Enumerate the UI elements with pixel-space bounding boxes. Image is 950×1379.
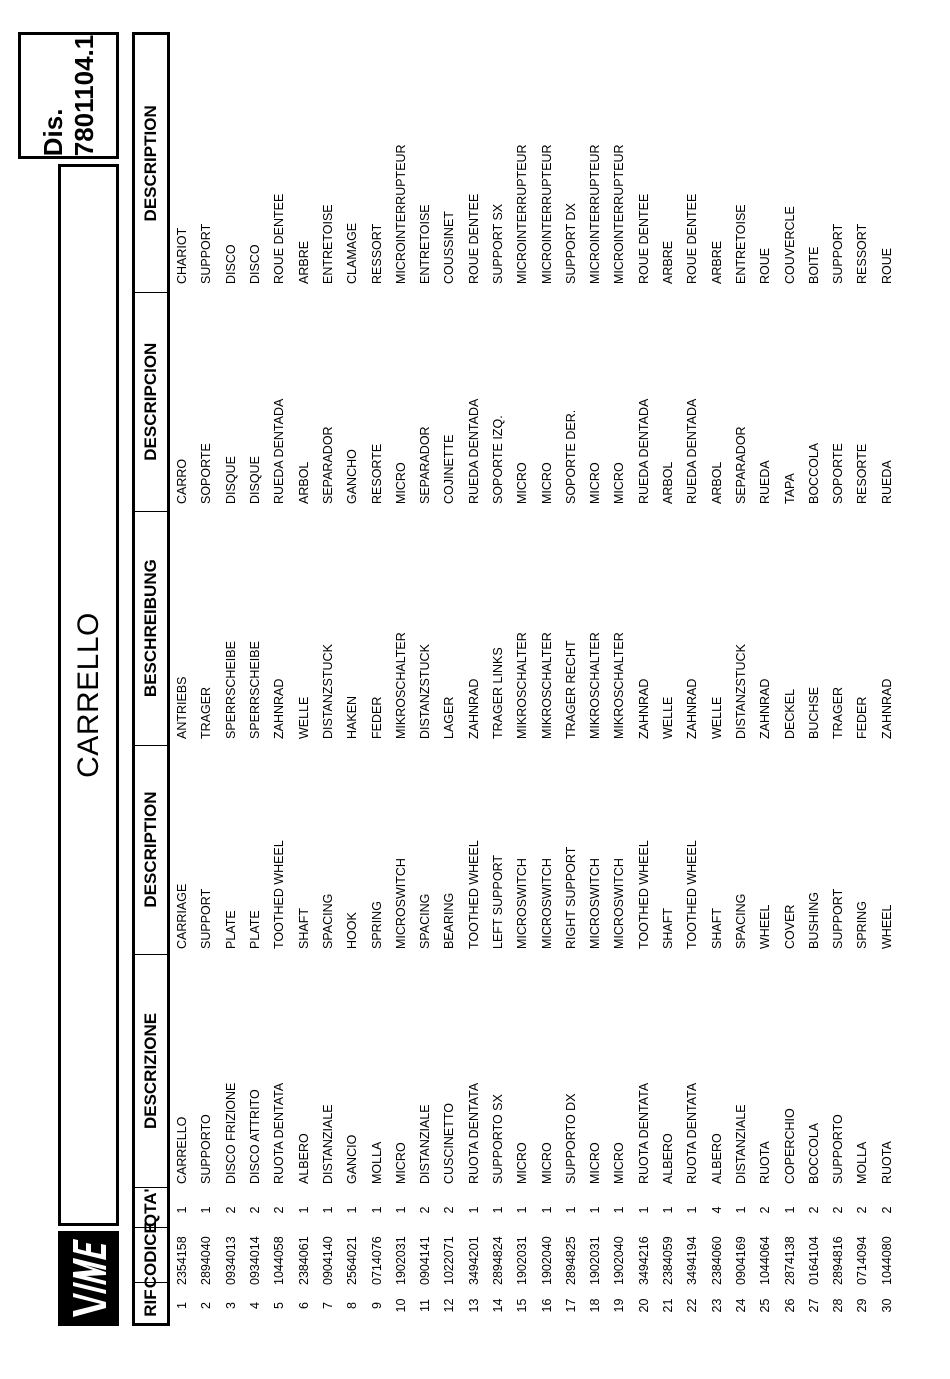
descripcion-cell: RUEDA DENTADA	[636, 398, 651, 504]
rif-cell: 28	[831, 1298, 846, 1313]
descrizione-cell: DISCO ATTRITO	[248, 1089, 263, 1184]
qta-cell: 2	[879, 1206, 894, 1214]
description-fr-cell: ARBRE	[661, 240, 676, 284]
descripcion-cell: RUEDA	[879, 460, 894, 504]
drawing-number: Dis. 7801104.1	[37, 34, 99, 157]
beschreibung-cell: LAGER	[442, 696, 457, 739]
descrizione-cell: ALBERO	[296, 1133, 311, 1184]
codice-cell: 1902040	[539, 1236, 554, 1285]
description-en-cell: MICROSWITCH	[539, 858, 554, 949]
beschreibung-cell: BUCHSE	[806, 686, 821, 739]
rif-cell: 29	[855, 1298, 870, 1313]
header-description-fr: DESCRIPTION	[141, 105, 160, 222]
vimec-logo	[58, 1231, 119, 1326]
beschreibung-cell: ZAHNRAD	[685, 678, 700, 739]
qta-cell: 1	[563, 1206, 578, 1214]
beschreibung-cell: SPERRSCHEIBE	[248, 641, 263, 739]
codice-cell: 2384059	[661, 1236, 676, 1285]
descrizione-cell: RUOTA	[758, 1141, 773, 1184]
beschreibung-cell: MIKROSCHALTER	[539, 632, 554, 739]
rif-cell: 26	[782, 1298, 797, 1313]
rif-cell: 6	[296, 1302, 311, 1309]
table-row	[826, 32, 850, 1326]
description-fr-cell: MICROINTERRUPTEUR	[393, 144, 408, 284]
qta-cell: 1	[636, 1206, 651, 1214]
descripcion-cell: MICRO	[612, 462, 627, 504]
descrizione-cell: MICRO	[588, 1142, 603, 1184]
beschreibung-cell: DISTANZSTUCK	[320, 644, 335, 739]
beschreibung-cell: ANTRIEBS	[175, 676, 190, 739]
description-en-cell: SHAFT	[296, 908, 311, 949]
qta-cell: 1	[612, 1206, 627, 1214]
description-fr-cell: MICROINTERRUPTEUR	[539, 144, 554, 284]
header-beschreibung: BESCHREIBUNG	[135, 511, 167, 745]
header-descrizione: DESCRIZIONE	[135, 954, 167, 1188]
description-fr-cell: BOITE	[806, 246, 821, 284]
descripcion-cell: SOPORTE	[199, 443, 214, 504]
qta-cell: 1	[393, 1206, 408, 1214]
codice-cell: 1044080	[879, 1236, 894, 1285]
beschreibung-cell: ZAHNRAD	[466, 678, 481, 739]
table-row	[802, 32, 826, 1326]
codice-cell: 1022071	[442, 1236, 457, 1285]
codice-cell: 0904140	[320, 1236, 335, 1285]
descripcion-cell: SOPORTE IZQ.	[491, 415, 505, 504]
descripcion-cell: SEPARADOR	[418, 426, 433, 504]
table-header	[132, 32, 170, 1326]
table-row	[219, 32, 243, 1326]
descrizione-cell: DISTANZIALE	[418, 1104, 433, 1184]
codice-cell: 0934013	[223, 1236, 238, 1285]
rif-cell: 4	[248, 1302, 263, 1309]
qta-cell: 2	[855, 1206, 870, 1214]
beschreibung-cell: WELLE	[296, 696, 311, 739]
table-row	[413, 32, 437, 1326]
description-en-cell: COVER	[782, 904, 797, 949]
codice-cell: 1902040	[612, 1236, 627, 1285]
beschreibung-cell: ZAHNRAD	[879, 678, 894, 739]
header-description-en: DESCRIPTION	[135, 745, 167, 954]
table-row	[875, 32, 899, 1326]
descrizione-cell: RUOTA DENTATA	[466, 1082, 481, 1184]
beschreibung-cell: ZAHNRAD	[636, 678, 651, 739]
table-row	[462, 32, 486, 1326]
descripcion-cell: GANCHO	[345, 449, 360, 504]
descripcion-cell: ARBOL	[296, 461, 311, 504]
description-fr-cell: ENTRETOISE	[733, 204, 748, 284]
table-row	[389, 32, 413, 1326]
description-fr-cell: RESSORT	[855, 223, 870, 284]
rif-cell: 23	[709, 1298, 724, 1313]
descrizione-cell: ALBERO	[661, 1133, 676, 1184]
descrizione-cell: RUOTA DENTATA	[272, 1082, 287, 1184]
rif-cell: 11	[418, 1299, 433, 1312]
description-en-cell: TOOTHED WHEEL	[272, 840, 287, 949]
beschreibung-cell: DISTANZSTUCK	[418, 644, 433, 739]
description-en-cell: SUPPORT	[199, 888, 214, 949]
codice-cell: 1044058	[272, 1236, 287, 1285]
codice-cell: 1902031	[515, 1236, 530, 1285]
description-fr-cell: SUPPORT SX	[491, 203, 505, 284]
rif-cell: 8	[345, 1302, 360, 1309]
beschreibung-cell: MIKROSCHALTER	[612, 632, 627, 739]
descrizione-cell: SUPPORTO DX	[563, 1093, 578, 1184]
rif-cell: 13	[466, 1298, 481, 1313]
codice-cell: 3494216	[636, 1236, 651, 1285]
codice-cell: 2894824	[491, 1236, 505, 1285]
descripcion-cell: RESORTE	[369, 443, 384, 504]
descripcion-cell: TAPA	[782, 473, 797, 504]
codice-cell: 1044064	[758, 1236, 773, 1285]
description-fr-cell: ENTRETOISE	[418, 204, 433, 284]
codice-cell: 2874138	[782, 1236, 797, 1285]
codice-cell: 2564021	[345, 1236, 360, 1285]
beschreibung-cell: TRAGER RECHT	[563, 640, 578, 739]
beschreibung-cell: HAKEN	[345, 695, 360, 739]
rif-cell: 5	[272, 1302, 287, 1309]
descripcion-cell: RESORTE	[855, 443, 870, 504]
rif-cell: 25	[758, 1298, 773, 1313]
descrizione-cell: SUPPORTO	[831, 1114, 846, 1184]
beschreibung-cell: TRAGER	[199, 686, 214, 739]
beschreibung-cell: TRAGER LINKS	[491, 647, 505, 739]
description-en-cell: MICROSWITCH	[588, 858, 603, 949]
rif-cell: 19	[612, 1298, 627, 1313]
table-row	[777, 32, 801, 1326]
beschreibung-cell: MIKROSCHALTER	[393, 632, 408, 739]
description-en-cell: SPRING	[855, 901, 870, 949]
description-fr-cell: ARBRE	[296, 240, 311, 284]
table-row	[437, 32, 461, 1326]
description-fr-cell: ROUE DENTEE	[272, 193, 287, 284]
document-title: CARRELLO	[71, 612, 105, 778]
description-fr-cell: ROUE	[879, 247, 894, 284]
table-row	[534, 32, 558, 1326]
description-en-cell: BEARING	[442, 892, 457, 949]
rif-cell: 21	[661, 1298, 676, 1313]
header-qta: QTA'	[135, 1187, 167, 1227]
description-en-cell: SPACING	[320, 893, 335, 949]
description-en-cell: PLATE	[223, 910, 238, 949]
description-en-cell: CARRIAGE	[175, 883, 190, 949]
qta-cell: 1	[733, 1206, 748, 1214]
description-en-cell: SUPPORT	[831, 888, 846, 949]
table-row	[194, 32, 218, 1326]
title-box	[58, 164, 119, 1226]
description-fr-cell: COUSSINET	[442, 211, 457, 284]
descripcion-cell: MICRO	[539, 462, 554, 504]
description-en-cell: LEFT SUPPORT	[491, 854, 505, 949]
description-fr-cell: CLAMAGE	[345, 222, 360, 284]
descripcion-cell: SEPARADOR	[320, 426, 335, 504]
qta-cell: 1	[539, 1206, 554, 1214]
parts-table-body	[170, 32, 899, 1326]
beschreibung-cell: WELLE	[661, 696, 676, 739]
description-fr-cell: CHARIOT	[175, 227, 190, 284]
codice-cell: 2384060	[709, 1236, 724, 1285]
description-fr-cell: DISCO	[223, 244, 238, 284]
description-en-cell: TOOTHED WHEEL	[636, 840, 651, 949]
description-fr-cell: MICROINTERRUPTEUR	[612, 144, 627, 284]
qta-cell: 2	[418, 1206, 433, 1214]
header-descripcion: DESCRIPCION	[135, 292, 167, 511]
table-row	[267, 32, 291, 1326]
header-codice: CODICE	[135, 1227, 167, 1282]
descrizione-cell: RUOTA DENTATA	[636, 1082, 651, 1184]
vimec-logo-graphic	[61, 1234, 116, 1323]
descrizione-cell: COPERCHIO	[782, 1108, 797, 1184]
descripcion-cell: ARBOL	[709, 461, 724, 504]
descrizione-cell: MOLLA	[855, 1141, 870, 1184]
drawing-number-box	[18, 32, 119, 159]
qta-cell: 1	[466, 1206, 481, 1214]
table-row	[340, 32, 364, 1326]
description-fr-cell: ARBRE	[709, 240, 724, 284]
descrizione-cell: DISCO FRIZIONE	[223, 1082, 238, 1184]
beschreibung-cell: ZAHNRAD	[758, 678, 773, 739]
qta-cell: 2	[758, 1206, 773, 1214]
descripcion-cell: BOCCOLA	[806, 442, 821, 504]
description-en-cell: PLATE	[248, 910, 263, 949]
rif-cell: 24	[733, 1298, 748, 1313]
header-rif: RIF	[135, 1282, 167, 1323]
descripcion-cell: DISQUE	[248, 456, 263, 504]
codice-cell: 2894825	[563, 1236, 578, 1285]
qta-cell: 1	[369, 1206, 384, 1214]
description-fr-cell: COUVERCLE	[782, 206, 797, 284]
descrizione-cell: RUOTA	[879, 1141, 894, 1184]
qta-cell: 1	[175, 1206, 190, 1214]
codice-cell: 0714094	[855, 1236, 870, 1285]
description-en-cell: WHEEL	[758, 904, 773, 949]
codice-cell: 0904169	[733, 1236, 748, 1285]
description-en-cell: MICROSWITCH	[393, 858, 408, 949]
descripcion-cell: RUEDA DENTADA	[272, 398, 287, 504]
table-row	[729, 32, 753, 1326]
qta-cell: 4	[709, 1206, 724, 1214]
qta-cell: 2	[831, 1206, 846, 1214]
beschreibung-cell: FEDER	[369, 696, 384, 739]
description-fr-cell: ROUE DENTEE	[636, 193, 651, 284]
table-row	[510, 32, 534, 1326]
table-row	[753, 32, 777, 1326]
descripcion-cell: RUEDA DENTADA	[685, 398, 700, 504]
description-fr-cell: ENTRETOISE	[320, 204, 335, 284]
rif-cell: 17	[563, 1298, 578, 1313]
codice-cell: 3494201	[466, 1236, 481, 1285]
descrizione-cell: MICRO	[393, 1142, 408, 1184]
qta-cell: 2	[272, 1206, 287, 1214]
codice-cell: 0714076	[369, 1236, 384, 1285]
description-en-cell: RIGHT SUPPORT	[563, 846, 578, 949]
codice-cell: 0164104	[806, 1236, 821, 1285]
description-fr-cell: SUPPORT DX	[563, 203, 578, 284]
codice-cell: 0904141	[418, 1236, 433, 1285]
description-en-cell: MICROSWITCH	[515, 858, 530, 949]
qta-cell: 2	[442, 1206, 457, 1214]
descrizione-cell: DISTANZIALE	[733, 1104, 748, 1184]
beschreibung-cell: SPERRSCHEIBE	[223, 641, 238, 739]
description-en-cell: TOOTHED WHEEL	[466, 840, 481, 949]
qta-cell: 1	[515, 1206, 530, 1214]
descripcion-cell: MICRO	[515, 462, 530, 504]
qta-cell: 2	[223, 1206, 238, 1214]
rif-cell: 10	[393, 1298, 408, 1313]
table-row	[632, 32, 656, 1326]
beschreibung-cell: MIKROSCHALTER	[588, 632, 603, 739]
table-row	[170, 32, 194, 1326]
descrizione-cell: MICRO	[515, 1142, 530, 1184]
descripcion-cell: CARRO	[175, 458, 190, 504]
beschreibung-cell: ZAHNRAD	[272, 678, 287, 739]
qta-cell: 1	[661, 1206, 676, 1214]
codice-cell: 1902031	[588, 1236, 603, 1285]
beschreibung-cell: DISTANZSTUCK	[733, 644, 748, 739]
descripcion-cell: SOPORTE	[831, 443, 846, 504]
qta-cell: 2	[248, 1206, 263, 1214]
codice-cell: 3494194	[685, 1236, 700, 1285]
descrizione-cell: BOCCOLA	[806, 1122, 821, 1184]
rif-cell: 12	[442, 1298, 457, 1313]
qta-cell: 1	[588, 1206, 603, 1214]
codice-cell: 2354158	[175, 1236, 190, 1285]
codice-cell: 2894040	[199, 1236, 214, 1285]
beschreibung-cell: TRAGER	[831, 686, 846, 739]
codice-cell: 0934014	[248, 1236, 263, 1285]
table-row	[559, 32, 583, 1326]
descrizione-cell: GANCIO	[345, 1134, 360, 1184]
description-fr-cell: DISCO	[248, 244, 263, 284]
qta-cell: 1	[782, 1206, 797, 1214]
rif-cell: 7	[320, 1302, 335, 1309]
rif-cell: 30	[879, 1298, 894, 1313]
qta-cell: 1	[345, 1206, 360, 1214]
descripcion-cell: SEPARADOR	[733, 426, 748, 504]
beschreibung-cell: WELLE	[709, 696, 724, 739]
table-row	[583, 32, 607, 1326]
description-en-cell: SPRING	[369, 901, 384, 949]
rif-cell: 1	[175, 1302, 190, 1309]
table-row	[243, 32, 267, 1326]
beschreibung-cell: DECKEL	[782, 688, 797, 739]
description-en-cell: SPACING	[418, 893, 433, 949]
description-fr-cell: SUPPORT	[199, 223, 214, 284]
qta-cell: 1	[685, 1206, 700, 1214]
rif-cell: 16	[539, 1298, 554, 1313]
rif-cell: 2	[199, 1302, 214, 1309]
codice-cell: 2894816	[831, 1236, 846, 1285]
qta-cell: 1	[491, 1206, 505, 1214]
description-fr-cell: ROUE DENTEE	[685, 193, 700, 284]
beschreibung-cell: FEDER	[855, 696, 870, 739]
descrizione-cell: DISTANZIALE	[320, 1104, 335, 1184]
descrizione-cell: SUPPORTO SX	[491, 1094, 505, 1184]
descrizione-cell: SUPPORTO	[199, 1114, 214, 1184]
descrizione-cell: CARRELLO	[175, 1116, 190, 1184]
descripcion-cell: MICRO	[588, 462, 603, 504]
descripcion-cell: COJINETTE	[442, 434, 457, 504]
description-en-cell: MICROSWITCH	[612, 858, 627, 949]
description-en-cell: SHAFT	[661, 908, 676, 949]
table-row	[291, 32, 315, 1326]
descripcion-cell: RUEDA	[758, 460, 773, 504]
description-fr-cell: MICROINTERRUPTEUR	[588, 144, 603, 284]
description-en-cell: TOOTHED WHEEL	[685, 840, 700, 949]
description-en-cell: BUSHING	[806, 892, 821, 949]
table-row	[316, 32, 340, 1326]
beschreibung-cell: MIKROSCHALTER	[515, 632, 530, 739]
rif-cell: 15	[515, 1298, 530, 1313]
table-row	[656, 32, 680, 1326]
description-fr-cell: RESSORT	[369, 223, 384, 284]
qta-cell: 2	[806, 1206, 821, 1214]
rif-cell: 9	[369, 1302, 384, 1309]
table-row	[680, 32, 704, 1326]
descrizione-cell: MOLLA	[369, 1141, 384, 1184]
description-fr-cell: MICROINTERRUPTEUR	[515, 144, 530, 284]
description-en-cell: SHAFT	[709, 908, 724, 949]
rif-cell: 22	[685, 1298, 700, 1313]
codice-cell: 1902031	[393, 1236, 408, 1285]
descrizione-cell: ALBERO	[709, 1133, 724, 1184]
table-row	[705, 32, 729, 1326]
descripcion-cell: MICRO	[393, 462, 408, 504]
descrizione-cell: CUSCINETTO	[442, 1102, 457, 1184]
descripcion-cell: RUEDA DENTADA	[466, 398, 481, 504]
descripcion-cell: DISQUE	[223, 456, 238, 504]
description-en-cell: HOOK	[345, 912, 360, 949]
descrizione-cell: MICRO	[539, 1142, 554, 1184]
descripcion-cell: ARBOL	[661, 461, 676, 504]
description-en-cell: WHEEL	[879, 904, 894, 949]
description-fr-cell: SUPPORT	[831, 223, 846, 284]
rif-cell: 27	[806, 1298, 821, 1313]
table-row	[607, 32, 631, 1326]
descripcion-cell: SOPORTE DER.	[563, 409, 578, 504]
qta-cell: 1	[296, 1206, 311, 1214]
rif-cell: 20	[636, 1298, 651, 1313]
description-fr-cell: ROUE	[758, 247, 773, 284]
descrizione-cell: RUOTA DENTATA	[685, 1082, 700, 1184]
rif-cell: 3	[223, 1302, 238, 1309]
table-row	[486, 32, 510, 1326]
qta-cell: 1	[199, 1206, 214, 1214]
qta-cell: 1	[320, 1206, 335, 1214]
rif-cell: 18	[588, 1298, 603, 1313]
description-fr-cell: ROUE DENTEE	[466, 193, 481, 284]
description-en-cell: SPACING	[733, 893, 748, 949]
descrizione-cell: MICRO	[612, 1142, 627, 1184]
codice-cell: 2384061	[296, 1236, 311, 1285]
table-row	[364, 32, 388, 1326]
rif-cell: 14	[491, 1298, 505, 1313]
table-row	[850, 32, 874, 1326]
